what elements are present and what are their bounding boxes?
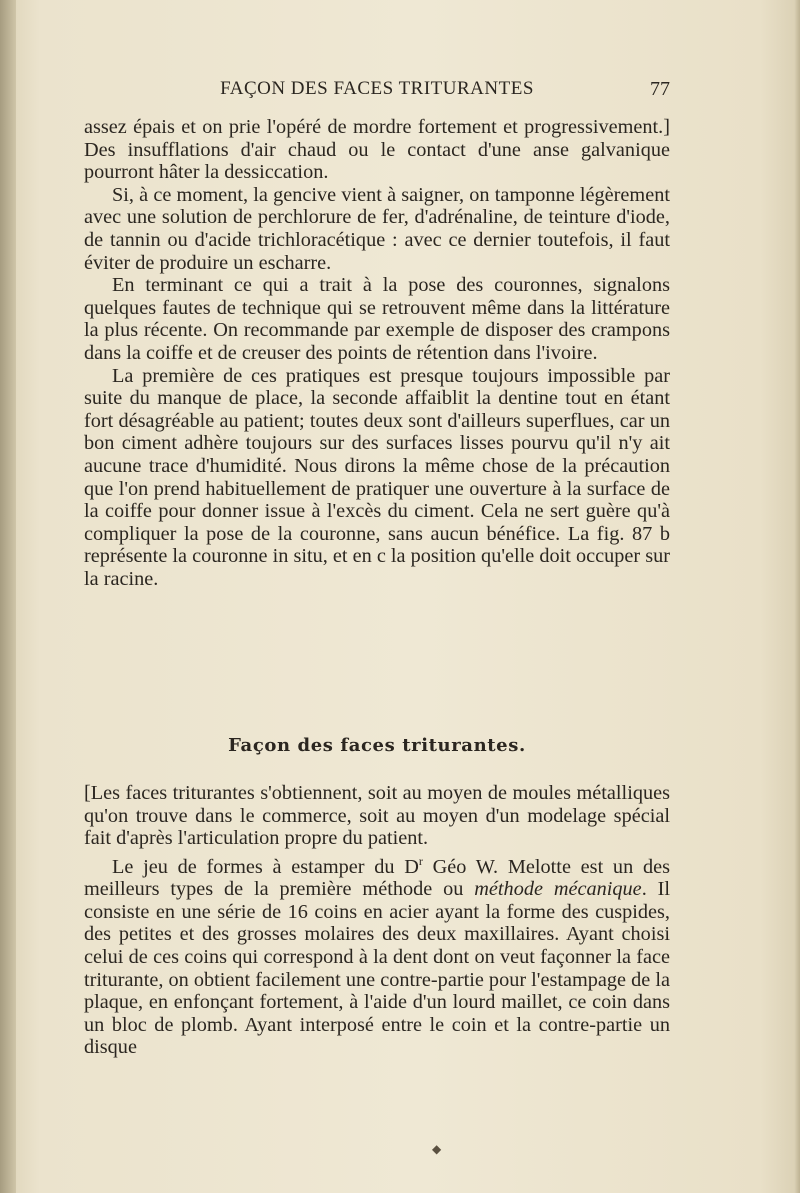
- printer-mark: ◆: [432, 1142, 442, 1156]
- text-run: . Il consiste en une série de 16 coins en acier ayant la forme des cuspides, des petites et des grosses molaires des deux maxillaires. Ayant choisi celui de ces coins qui correspond à la dent dont on veut façonner la face triturante, on obtient facilement une contre-partie pour l'estampage de la plaque, en enfonçant fortement, à l'aide d'un lourd maillet, ce coin dans un bloc de plomb. Ayant interposé entre le coin et la contre-partie un disque: [84, 878, 671, 1059]
- paragraph: Si, à ce moment, la gencive vient à saigner, on tamponne légèrement avec une solution de perchlorure de fer, d'adrénaline, de teinture d'iode, de tannin ou d'acide trichloracétique : avec ce dernier toutefois, il faut éviter de produire un escharre.: [84, 183, 670, 274]
- body-text-section-1: [84, 116, 670, 590]
- page-binding-edge: [0, 0, 16, 1193]
- paragraph: assez épais et on prie l'opéré de mordre fortement et progressivement.] Des insufflations d'air chaud ou le contact d'une anse galvanique pourront hâter la dessiccation.: [84, 116, 670, 184]
- text-run: Géo W. Melotte est un des meilleurs types de la première méthode ou: [84, 855, 670, 901]
- superscript: r: [418, 853, 423, 868]
- paragraph: [84, 850, 670, 1059]
- text-run: Le jeu de formes à estamper du D: [112, 855, 419, 878]
- running-header: [84, 78, 670, 104]
- paragraph: [Les faces triturantes s'obtiennent, soit au moyen de moules métalliques qu'on trouve dans le commerce, soit au moyen d'un modelage spécial fait d'après l'articulation propre du patient.: [84, 782, 670, 850]
- section-heading: Façon des faces triturantes.: [228, 735, 526, 756]
- running-title: FAÇON DES FACES TRITURANTES: [220, 78, 534, 99]
- body-text-section-2: [84, 782, 670, 1059]
- page-number: 77: [650, 78, 670, 100]
- paragraph: En terminant ce qui a trait à la pose des couronnes, signalons quelques fautes de technique qui se retrouvent même dans la littérature la plus récente. On recommande par exemple de disposer des crampons dans la coiffe et de creuser des points de rétention dans l'ivoire.: [84, 274, 670, 364]
- paragraph: La première de ces pratiques est presque toujours impossible par suite du manque de place, la seconde affaiblit la dentine tout en étant fort désagréable au patient; toutes deux sont d'ailleurs superflues, car un bon ciment adhère toujours sur des surfaces lisses pourvu qu'il n'y ait aucune trace d'humidité. Nous dirons la même chose de la précaution que l'on prend habituellement de pratiquer une ouverture à la surface de la coiffe pour donner issue à l'excès du ciment. Cela ne sert guère qu'à compliquer la pose de la couronne, sans aucun bénéfice. La fig. 87 b représente la couronne in situ, et en c la position qu'elle doit occuper sur la racine.: [84, 364, 670, 590]
- italic-term: méthode mécanique: [474, 878, 642, 901]
- page-outer-edge: [794, 0, 800, 1193]
